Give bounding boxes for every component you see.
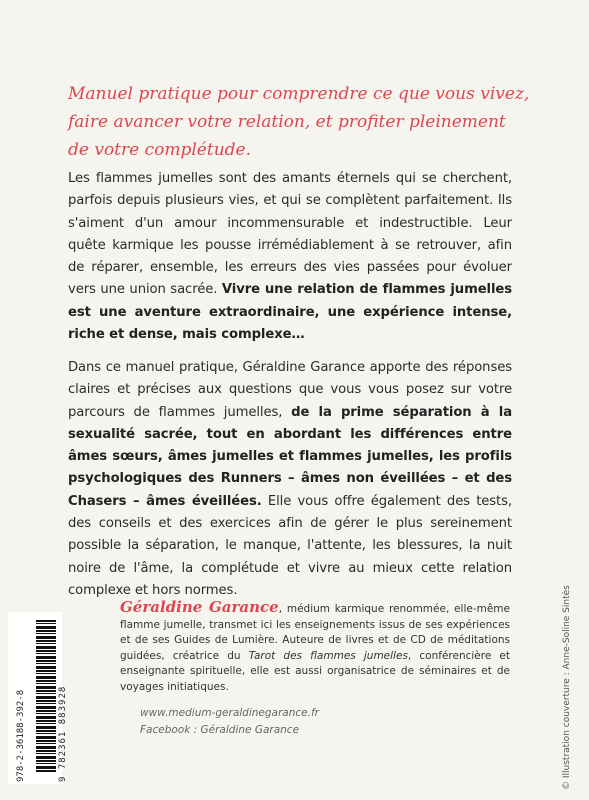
author-bio-text: , conférencière et enseignante spirituelle, elle est aussi organisatrice de séminaires et de voyages initiatiques. — [120, 649, 511, 693]
book-title: Tarot des flammes jumelles — [248, 649, 408, 662]
description-paragraph-1 — [68, 168, 512, 346]
paragraph-bold-text: Vivre une relation de flammes jumelles est une aventure extraordinaire, une expérience intense, riche et dense, mais complexe… — [68, 282, 512, 343]
paragraph-text: Elle vous offre également des tests, des conseils et des exercices afin de gérer le plus sereinement possible la séparation, le manque, l'attente, les blessures, la nuit noire de l'âme, la complétude et vivre au mieux cette relation complexe et hors normes. — [68, 493, 512, 598]
author-bio — [120, 600, 510, 696]
barcode — [8, 612, 68, 784]
paragraph-text: Dans ce manuel pratique, Géraldine Garance apporte des réponses claires et précises aux questions que vous vous posez sur votre parcours de flammes jumelles, — [68, 360, 512, 420]
paragraph-text: Les flammes jumelles sont des amants éternels qui se cherchent, parfois depuis plusieurs vies, et qui se complètent parfaitement. Ils s'aiment d'un amour incommensurable et indestructible. Leur quête karmique les pousse irrémédiablement à se retrouver, afin de réparer, ensemble, les erreurs des vies passées pour évoluer vers une union sacrée. — [68, 171, 512, 298]
tagline-line: faire avancer votre relation, et profiter pleinement — [68, 112, 506, 132]
author-links — [140, 705, 319, 739]
website-link[interactable]: www.medium-geraldinegarance.fr — [140, 707, 319, 719]
author-bio-text: , médium karmique renommée, elle-même flamme jumelle, transmet ici les enseignements issus de ses expériences et de ses Guides de Lumière. Auteure de livres et de CD de méditations guidées, créatrice du — [120, 603, 510, 662]
barcode-bars — [36, 620, 56, 772]
tagline-line: Manuel pratique pour comprendre ce que vous vivez, — [68, 84, 530, 104]
author-name: Géraldine Garance — [120, 598, 279, 616]
paragraph-bold-text: de la prime séparation à la sexualité sacrée, tout en abordant les différences entre âmes sœurs, âmes jumelles et flammes jumelles, les profils psychologiques des Runners – âmes non éveillées – et des Chasers – âmes éveillées. — [68, 404, 512, 509]
isbn-text: 978-2-36188-392-8 — [16, 689, 26, 782]
cover-credit: © Illustration couverture : Anne-Soline Sintès — [562, 585, 572, 790]
facebook-link[interactable]: Facebook : Géraldine Garance — [140, 724, 300, 736]
description-paragraph-2 — [68, 357, 512, 602]
barcode-number: 9 782361 883928 — [58, 685, 68, 782]
tagline-line: de votre complétude. — [68, 140, 251, 160]
tagline — [68, 80, 548, 164]
